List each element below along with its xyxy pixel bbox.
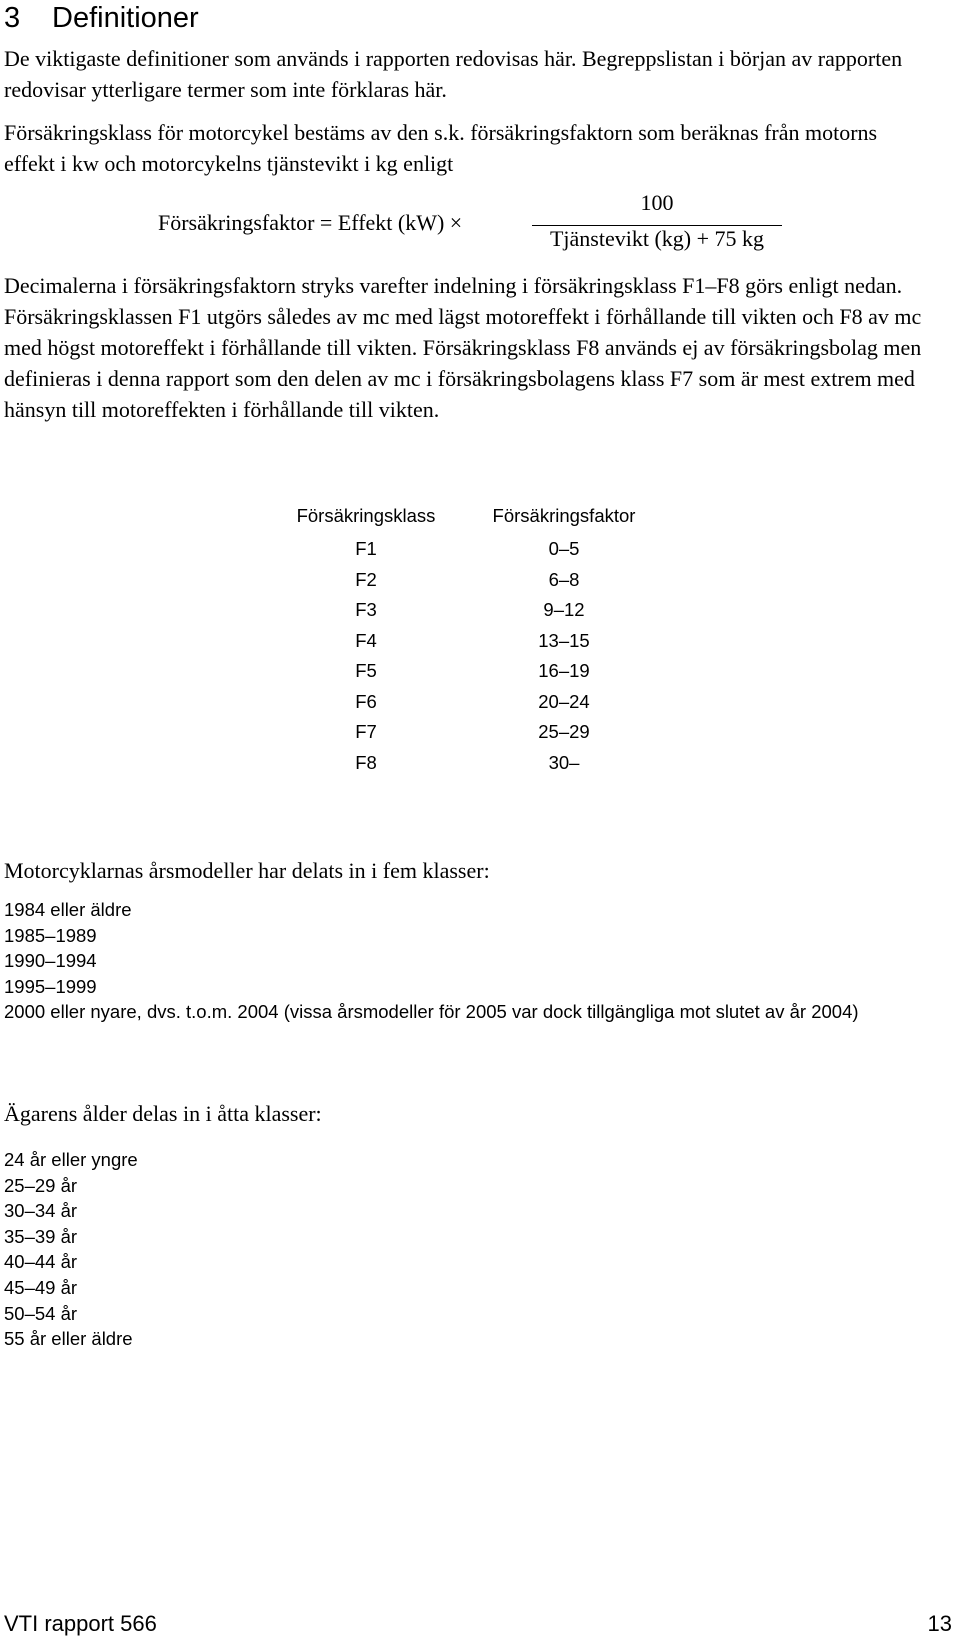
formula-numerator: 100 xyxy=(640,190,674,215)
table-cell-class: F1 xyxy=(355,538,377,559)
list-item: 30–34 år xyxy=(4,1200,78,1222)
owner-age-list xyxy=(4,1147,924,1352)
table-row xyxy=(266,752,686,783)
table-row xyxy=(266,630,686,661)
table-cell-factor: 30– xyxy=(548,751,580,773)
list-item: 1995–1999 xyxy=(4,975,97,997)
footer-report-name: VTI rapport 566 xyxy=(4,1611,157,1636)
table-row xyxy=(266,660,686,691)
list-item: 35–39 år xyxy=(4,1225,78,1247)
table-cell-factor: 16–19 xyxy=(538,660,590,681)
list-item: 1990–1994 xyxy=(4,950,97,972)
table-header-factor: Försäkringsfaktor xyxy=(492,505,636,526)
list-item: 1984 eller äldre xyxy=(4,899,132,920)
table-cell-class: F4 xyxy=(355,629,377,651)
list-item: 45–49 år xyxy=(4,1276,78,1298)
table-header-class: Försäkringsklass xyxy=(296,505,436,526)
insurance-class-table xyxy=(266,505,686,782)
table-cell-class: F8 xyxy=(355,751,377,773)
list-item: 55 år eller äldre xyxy=(4,1328,133,1350)
list-item: 40–44 år xyxy=(4,1251,78,1273)
table-row xyxy=(266,599,686,630)
page-footer xyxy=(4,1611,952,1637)
model-years-heading: Motorcyklarnas årsmodeller har delats in i fem klasser: xyxy=(4,858,490,883)
table-cell-factor: 20–24 xyxy=(538,690,590,712)
table-cell-factor: 0–5 xyxy=(548,538,580,559)
section-title: Definitioner xyxy=(52,2,199,34)
section-number: 3 xyxy=(4,2,21,34)
owner-age-heading: Ägarens ålder delas in i åtta klasser: xyxy=(4,1101,322,1126)
intro-paragraph: De viktigaste definitioner som används i rapporten redovisas här. Begreppslistan i början av rapporten redovisar ytterligare termer som inte förklaras här. xyxy=(4,46,903,102)
formula-lhs: Försäkringsfaktor = Effekt (kW) × xyxy=(158,210,463,235)
table-cell-class: F5 xyxy=(355,660,377,681)
table-cell-factor: 25–29 xyxy=(538,721,590,742)
table-cell-class: F2 xyxy=(355,568,377,590)
class-definition-paragraph: Försäkringsklass för motorcykel bestäms av den s.k. försäkringsfaktorn som beräknas från motorns effekt i kw och motorcykelns tjänstevikt i kg enligt xyxy=(4,120,878,176)
table-cell-class: F6 xyxy=(355,690,377,712)
formula xyxy=(158,190,798,255)
list-item: 1985–1989 xyxy=(4,924,97,946)
table-cell-class: F7 xyxy=(355,721,377,742)
decimals-paragraph: Decimalerna i försäkringsfaktorn stryks varefter indelning i försäkringsklass F1–F8 görs enligt nedan. Försäkringsklassen F1 utgörs således av mc med lägst motoreffekt i förhållande till vikten och F8 av mc med högst motoreffekt i förhållande till vikten. Försäkringsklass F8 används ej av försäkringsbolag men definieras i denna rapport som den delen av mc i försäkringsbolagens klass F7 som är mest extrem med hänsyn till motoreffekten i förhållande till vikten. xyxy=(4,273,922,422)
list-item: 50–54 år xyxy=(4,1302,78,1324)
model-years-list xyxy=(4,897,924,1025)
page-number: 13 xyxy=(927,1611,952,1636)
list-item: 2000 eller nyare, dvs. t.o.m. 2004 (vissa årsmodeller för 2005 var dock tillgängliga mot slutet av år 2004) xyxy=(4,1001,859,1023)
table-cell-factor: 6–8 xyxy=(548,568,580,590)
table-cell-factor: 13–15 xyxy=(538,629,590,651)
table-cell-factor: 9–12 xyxy=(543,599,585,620)
table-row xyxy=(266,691,686,722)
formula-denominator: Tjänstevikt (kg) + 75 kg xyxy=(549,226,765,251)
list-item: 24 år eller yngre xyxy=(4,1149,138,1170)
table-row xyxy=(266,538,686,569)
table-cell-class: F3 xyxy=(355,599,377,620)
list-item: 25–29 år xyxy=(4,1174,78,1196)
table-header-row xyxy=(266,505,686,538)
table-row xyxy=(266,569,686,600)
section-heading xyxy=(4,2,199,34)
table-row xyxy=(266,721,686,752)
